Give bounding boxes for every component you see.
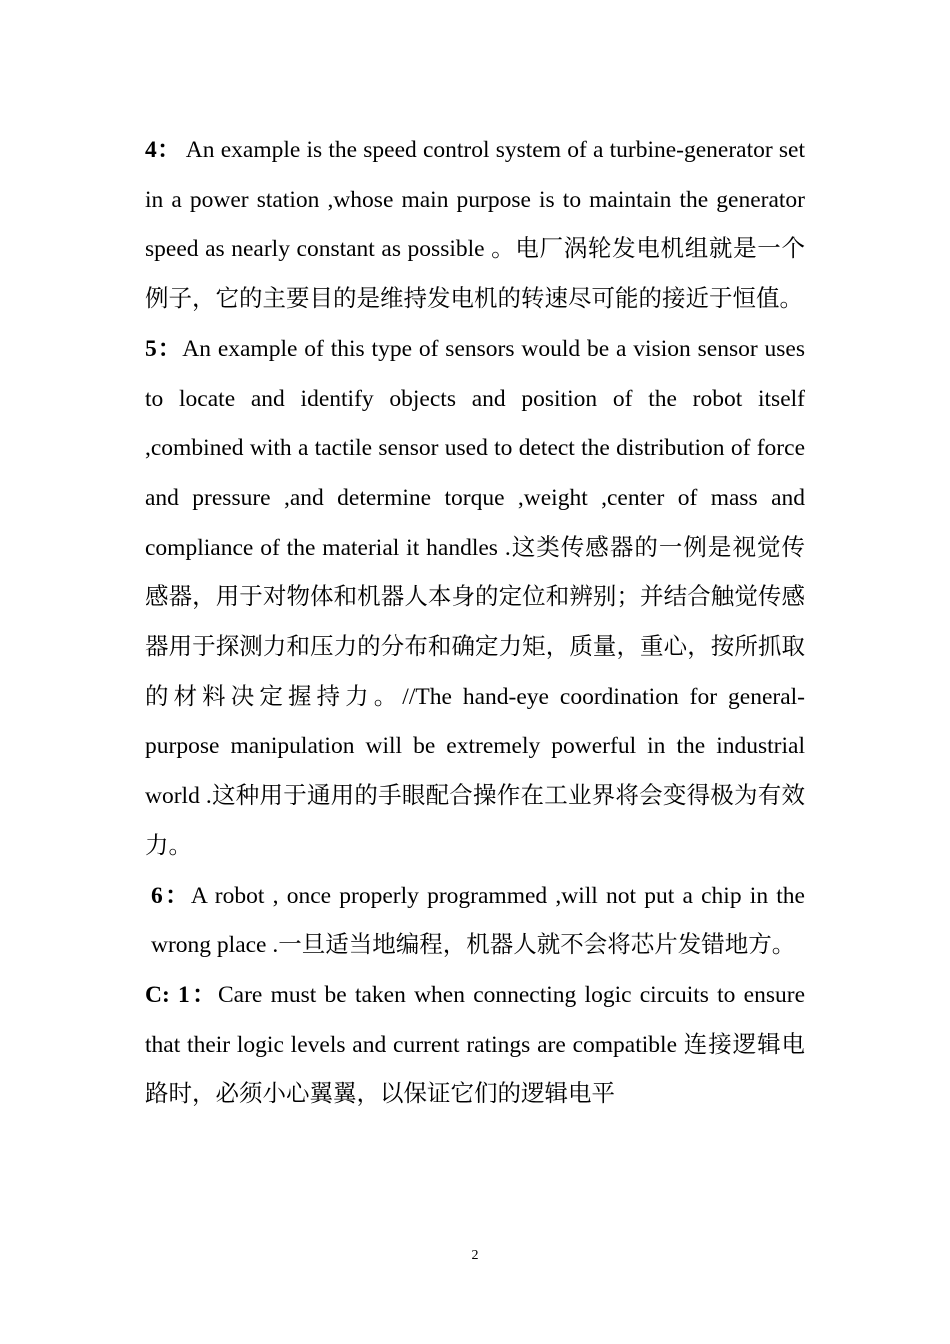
page-number: 2 [471,1248,479,1263]
item-number: 1： [178,981,218,1008]
paragraph-text: An example is the speed control system of a turbine-generator set in a power station ,whose main purpose is to maintain the generator speed as nearly constant as possible 。电厂涡轮发电机组就是一个例子，它的主要目的是维持发电机的转速尽可能的接近于恒值。 [145,137,805,313]
paragraph-4 [145,126,805,325]
paragraph-text: Care must be taken when connecting logic circuits to ensure that their logic levels and current ratings are compatible 连接逻辑电路时，必须小心翼翼，以保证它们的逻辑电平 [145,981,806,1108]
paragraph-text: An example of this type of sensors would be a vision sensor uses to locate and identify objects and position of the robot itself ,combined with a tactile sensor used to detect the distribution of force and pressure ,and determine torque ,weight ,center of mass and compliance of the material it handles .这类传感器的一例是视觉传感器，用于对物体和机器人本身的定位和辨别；并结合触觉传感器用于探测力和压力的分布和确定力矩，质量，重心，按所抓取的材料决定握持力。//The hand-eye coordination for general-purpose manipulation will be extremely powerful in the industrial world .这种用于通用的手眼配合操作在工业界将会变得极为有效力。 [145,335,805,859]
paragraph-6 [145,872,805,971]
item-number: 6： [151,882,191,909]
paragraph-5 [145,325,805,872]
paragraph-text: A robot , once properly programmed ,will not put a chip in the wrong place .一旦适当地编程，机器人就不会将芯片发错地方。 [151,882,805,959]
section-label: C: [145,981,179,1008]
paragraph-c1 [145,971,805,1120]
page-body [145,126,805,1120]
item-number: 5： [145,335,183,362]
item-number: 4： [145,137,181,163]
